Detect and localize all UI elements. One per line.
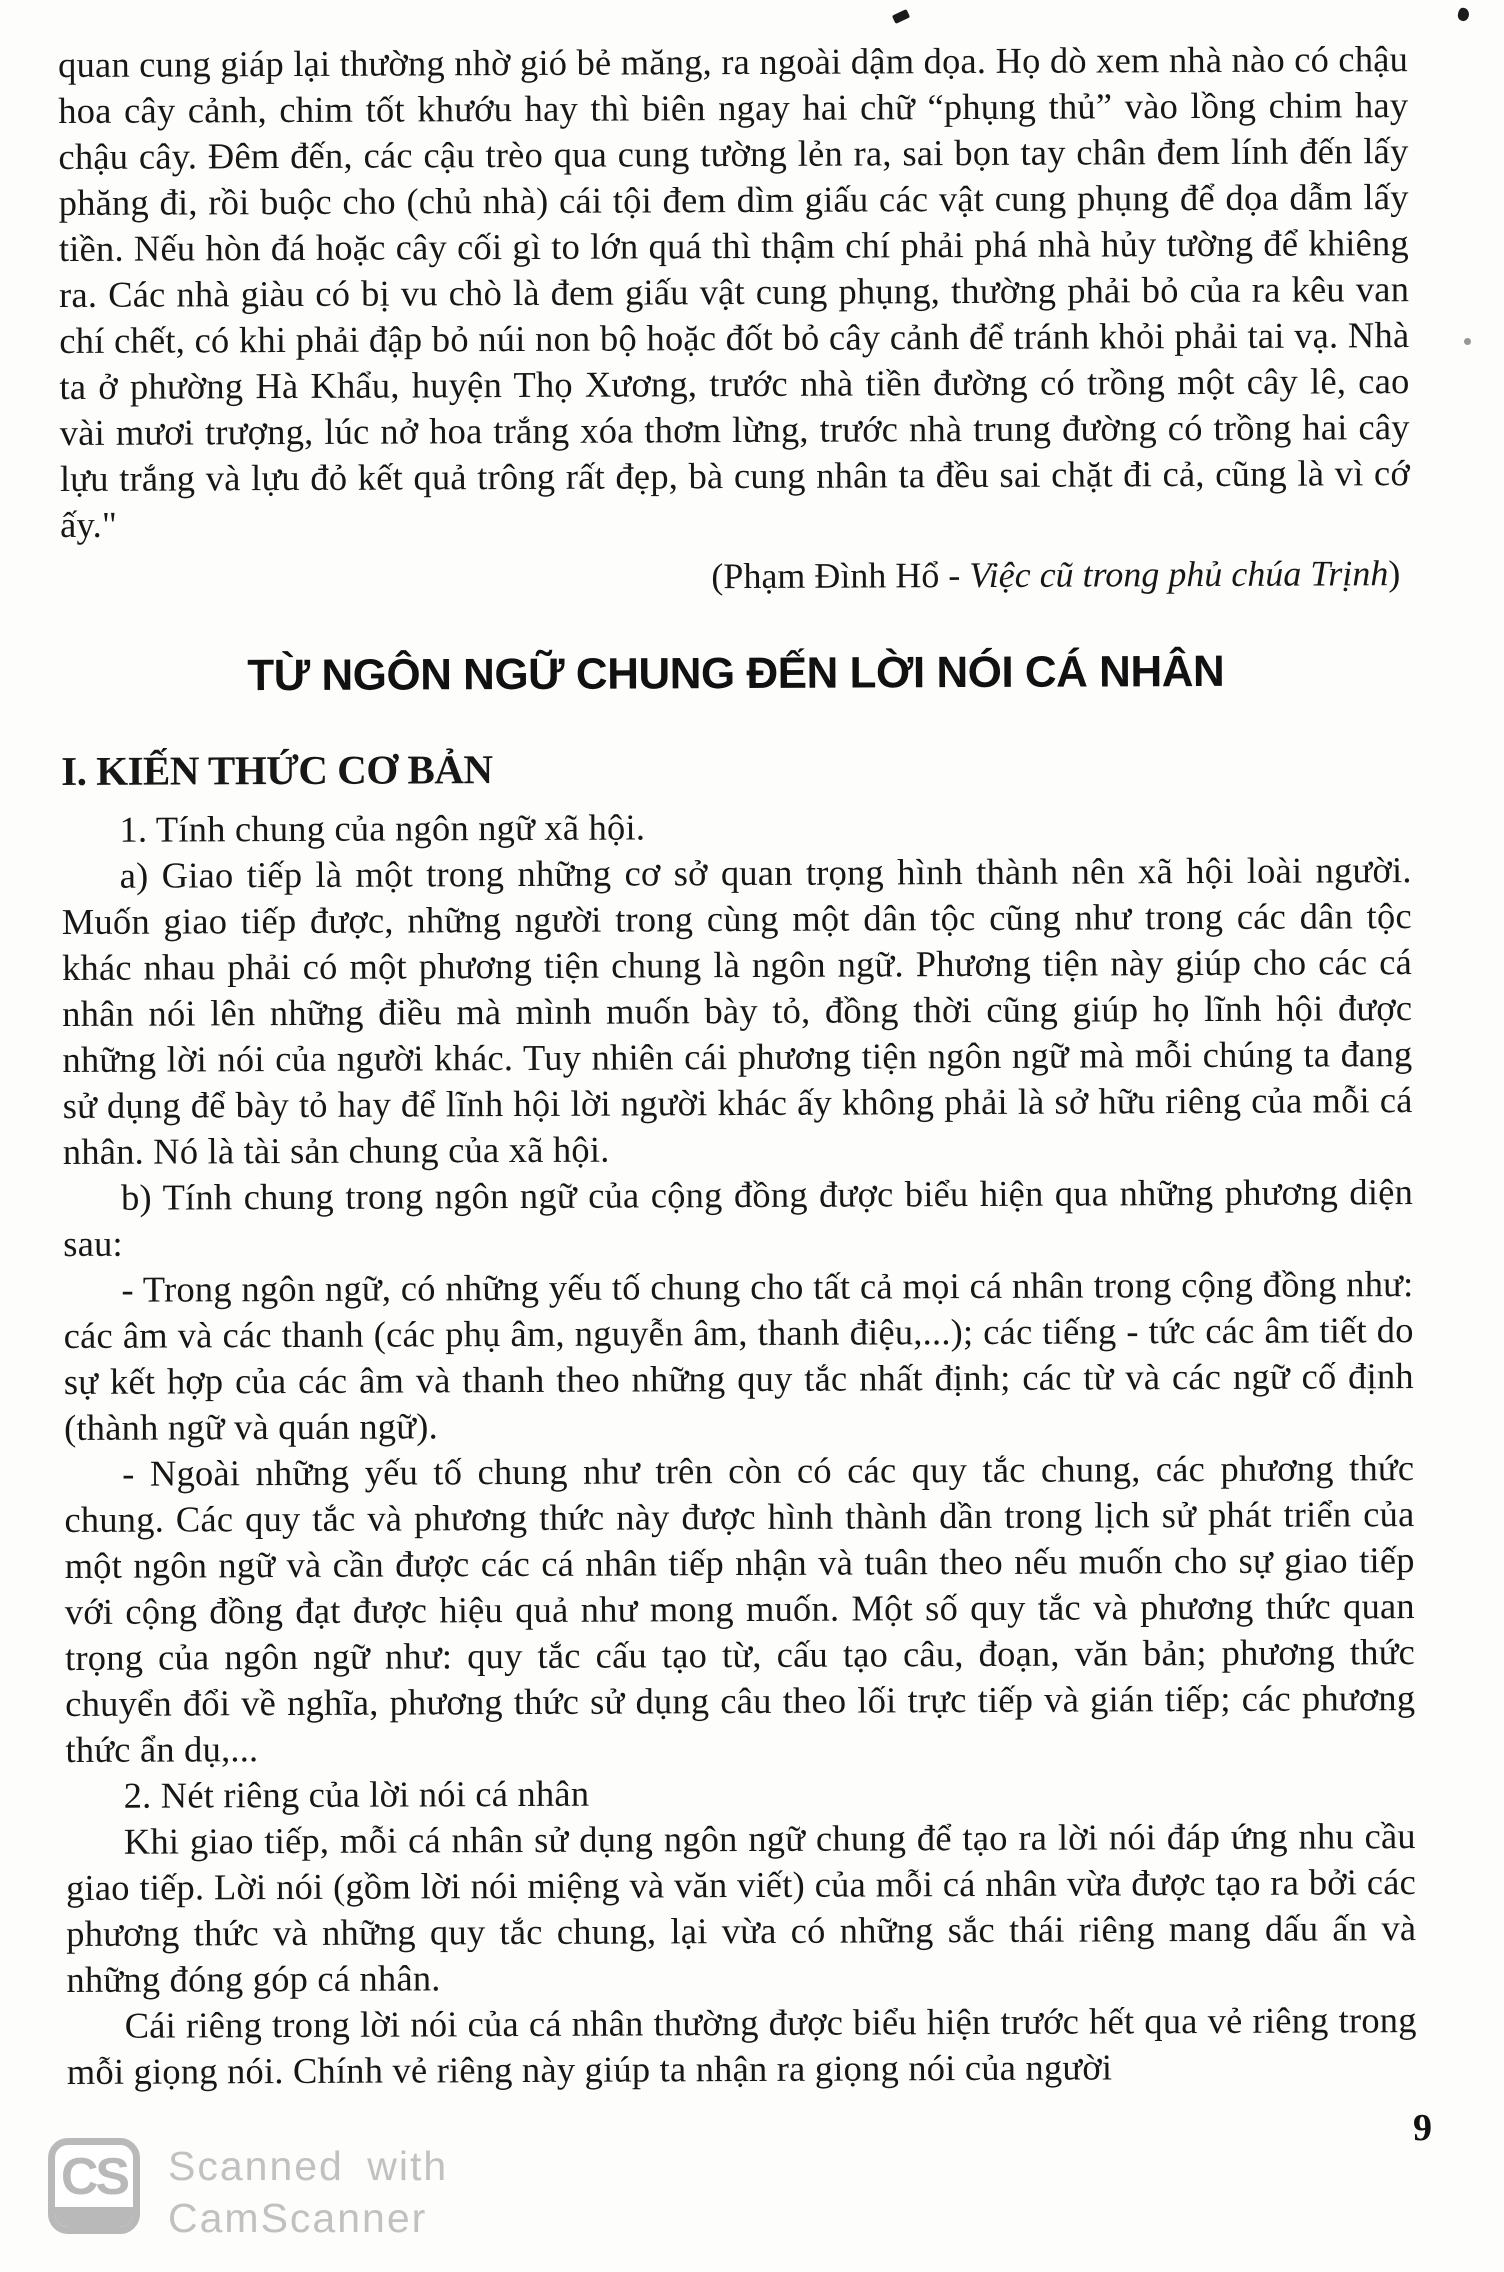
attribution-author: (Phạm Đình Hổ - xyxy=(711,555,970,597)
camscanner-logo-bar xyxy=(55,2207,133,2227)
camscanner-logo-icon xyxy=(48,2138,140,2234)
lesson-title: TỪ NGÔN NGỮ CHUNG ĐẾN LỜI NÓI CÁ NHÂN xyxy=(247,646,1225,701)
camscanner-logo-letters: CS xyxy=(60,2148,128,2206)
attribution-closing-paren: ) xyxy=(1388,553,1401,594)
attribution-work-title: Việc cũ trong phủ chúa Trịnh xyxy=(969,553,1389,596)
watermark-line-1: Scanned with xyxy=(168,2143,449,2189)
watermark-line-2: CamScanner xyxy=(168,2195,428,2241)
scan-speck xyxy=(892,9,910,24)
scan-speck xyxy=(1457,7,1471,22)
scan-speck xyxy=(1464,338,1471,345)
watermark-text xyxy=(168,2138,448,2244)
paragraph-d: Cái riêng trong lời nói của cá nhân thường được biểu hiện trước hết qua vẻ riêng trong mỗi giọng nói. Chính vẻ riêng này giúp ta nhận ra giọng nói của người xyxy=(66,1999,1417,2092)
paragraph-c: Khi giao tiếp, mỗi cá nhân sử dụng ngôn ngữ chung để tạo ra lời nói đáp ứng nhu cầu giao tiếp. Lời nói (gồm lời nói miệng và văn viết) của mỗi cá nhân vừa được tạo ra bởi các phương thức và những quy tắc chung, lại vừa có những sắc thái riêng mang dấu ấn và những đóng góp cá nhân. xyxy=(65,1815,1417,2000)
paragraph-b: b) Tính chung trong ngôn ngữ của cộng đồng được biểu hiện qua những phương diện sau: xyxy=(63,1171,1414,1264)
bullet-paragraph-1: - Trong ngôn ngữ, có những yếu tố chung cho tất cả mọi cá nhân trong cộng đồng như: các âm và các thanh (các phụ âm, nguyễn âm, thanh điệu,...); các tiếng - tức các âm tiết do sự kết hợp của các âm và thanh theo những quy tắc nhất định; các từ và các ngữ cố định (thành ngữ và quán ngữ). xyxy=(63,1263,1414,1448)
subheading-2: 2. Nét riêng của lời nói cá nhân xyxy=(123,1772,590,1816)
subheading-1: 1. Tính chung của ngôn ngữ xã hội. xyxy=(119,806,646,850)
section-heading-basic-knowledge: I. KIẾN THỨC CƠ BẢN xyxy=(61,746,493,794)
quote-attribution xyxy=(60,550,1410,603)
paragraph-a: a) Giao tiếp là một trong những cơ sở quan trọng hình thành nên xã hội loài người. Muốn giao tiếp được, những người trong cùng một dân tộc cũng như trong các dân tộc khác nhau phải có một phương tiện chung là ngôn ngữ. Phương tiện này giúp cho các cá nhân nói lên những điều mà mình muốn bày tỏ, đồng thời cũng giúp họ lĩnh hội được những lời nói của người khác. Tuy nhiên cái phương tiện ngôn ngữ mà mỗi chúng ta đang sử dụng để bày tỏ hay để lĩnh hội lời người khác ấy không phải là sở hữu riêng của mỗi cá nhân. Nó là tài sản chung của xã hội. xyxy=(61,849,1413,1172)
camscanner-watermark xyxy=(48,2138,448,2244)
page-content xyxy=(58,36,1417,2095)
quote-paragraph: quan cung giáp lại thường nhờ gió bẻ măng, ra ngoài dậm dọa. Họ dò xem nhà nào có chậu hoa cây cảnh, chim tốt khướu hay thì biên ngay hai chữ “phụng thủ” vào lồng chim hay chậu cây. Đêm đến, các cậu trèo qua cung tường lẻn ra, sai bọn tay chân đem lính đến lấy phăng đi, rồi buộc cho (chủ nhà) cái tội đem dìm giấu các vật cung phụng để dọa dẫm lấy tiền. Nếu hòn đá hoặc cây cối gì to lớn quá thì thậm chí phải phá nhà hủy tường để khiêng ra. Các nhà giàu có bị vu chò là đem giấu vật cung phụng, thường phải bỏ của ra kêu van chí chết, có khi phải đập bỏ núi non bộ hoặc đốt bỏ cây cảnh để tránh khỏi phải tai vạ. Nhà ta ở phường Hà Khẩu, huyện Thọ Xương, trước nhà tiền đường có trồng một cây lê, cao vài mươi trượng, lúc nở hoa trắng xóa thơm lừng, trước nhà trung đường có trồng hai cây lựu trắng và lựu đỏ kết quả trông rất đẹp, bà cung nhân ta đều sai chặt đi cả, cũng là vì cớ ấy." xyxy=(58,38,1410,545)
page-number: 9 xyxy=(1413,2107,1432,2149)
bullet-paragraph-2: - Ngoài những yếu tố chung như trên còn có các quy tắc chung, các phương thức chung. Các quy tắc và phương thức này được hình thành dần trong lịch sử phát triển của một ngôn ngữ và cần được các cá nhân tiếp nhận và tuân theo nếu muốn cho sự giao tiếp với cộng đồng đạt được hiệu quả như mong muốn. Một số quy tắc và phương thức quan trọng của ngôn ngữ như: quy tắc cấu tạo từ, cấu tạo câu, đoạn, văn bản; phương thức chuyển đổi về nghĩa, phương thức sử dụng câu theo lối trực tiếp và gián tiếp; các phương thức ẩn dụ,... xyxy=(64,1447,1416,1770)
